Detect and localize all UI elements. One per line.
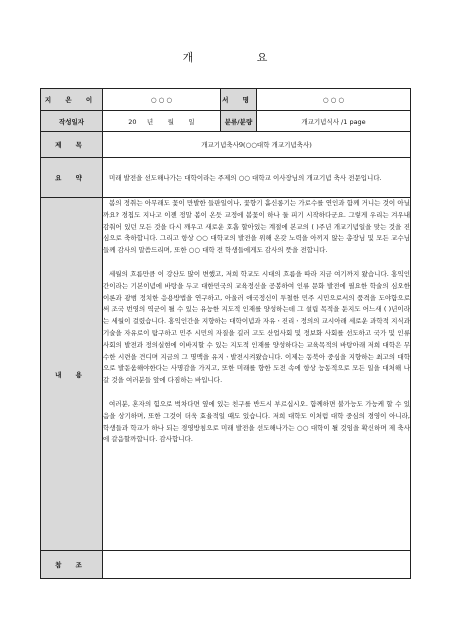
author-row bbox=[41, 89, 411, 111]
date-year-unit: 년 bbox=[146, 117, 154, 126]
category-label: 분류/분량 bbox=[221, 111, 257, 132]
summary-form-table bbox=[40, 88, 411, 579]
date-month-unit: 월 bbox=[167, 117, 174, 126]
content-body bbox=[103, 198, 411, 551]
date-year: 20 bbox=[128, 117, 137, 126]
summary-label: 요 약 bbox=[41, 158, 103, 198]
content-label: 내 용 bbox=[41, 198, 103, 551]
content-paragraph-3: 여러분, 혼자의 힘으로 벅차다면 옆에 있는 친구를 반드시 부르십시오. 함께하면 불가능도 가능케 할 수 있음을 상기하며, 또한 그것이 더욱 효율적일 때도 있습니다. 저희 대학도 이처럼 대학 중심의 경영이 아니라, 학생들과 학교가 하나 되는 경영방침으로 미래 발전을 선도해나가는 ○○ 대학이 될 것임을 확신하며 제 축사에 갈음할까합니다. 감사합니다. bbox=[103, 399, 410, 444]
reference-value bbox=[103, 551, 411, 579]
author-label: 지 은 이 bbox=[41, 89, 103, 111]
content-row bbox=[41, 198, 411, 551]
summary-row bbox=[41, 158, 411, 198]
subject-label: 제 목 bbox=[41, 132, 103, 158]
signature-label: 서 명 bbox=[221, 89, 257, 111]
content-paragraph-1: 봄의 정취는 아무래도 꽃이 만발한 들판일이나, 꽃향기 흩신롱기는 가로수를 연인과 함께 거니는 것이 아닐까요? 경칩도 지나고 이젠 정말 봄이 온듯 교정에 봄꽃이 하나 둘 피기 시작하다군요. 그렇게 우리는 겨우내 감춰어 있던 모든 것을 다시 깨우고 새로운 호흡 할아있는 계절에 본교의 ( )주년 개교기념일을 맞는 것을 진심으로 축하합니다. 그리고 항상 ○○ 대학교의 발전을 위해 온갖 노력을 아끼지 않는 총장님 및 모든 교수님들께 감사의 말씀드리며, 또한 ○○ 대학 전 학생들에게도 감사의 뜻을 전합니다. bbox=[103, 199, 410, 255]
content-paragraph-2: 세월의 흐름만큼 이 강산도 많이 변했고, 저희 학교도 시대의 흐름을 따라 지금 여기까지 왔습니다. 홍익인간이라는 기본이념에 바탕을 두고 대한민국의 교육정신을 공봉하여 인류 문화 발전에 필요한 학술의 심오한 이론과 광범 정치한 응용방법을 연구하고, 아울러 애국정신이 투철한 민주 시민으로서의 품격을 도야함으로써 조국 번영의 역군이 될 수 있는 유능한 지도적 인재를 양성하는데 그 설립 목적을 둔지도 어느새 ( )년이라는 세월이 걸렸습니다. 홍익인간을 지향하는 대학이념과 자유ㆍ진리ㆍ정의의 교시아래 세로운 과학적 지식과 기술을 자유로이 탐구하고 민주 시민의 자질을 길러 고도 산업사회 및 정보화 사회를 선도하고 국가 및 인류사회의 발전과 정의실현에 이바지할 수 있는 지도적 인재를 양성하다는 교육목적의 바탕아래 저희 대학은 무수한 시련을 견디며 지금의 그 명맥을 유지ㆍ발전시켜왔습니다. 이제는 동북아 중심을 지향하는 최고의 대학으로 발돋움해야한다는 사명감을 가지고, 또한 미래를 향한 도전 속에 항상 능동적으로 모든 일을 대처해 나갈 것을 여러분들 앞에 다짐하는 바입니다. bbox=[103, 269, 410, 385]
reference-row bbox=[41, 551, 411, 579]
summary-value: 미래 발전을 선도해나가는 대학이라는 주제의 ○○ 대학교 이사장님의 개교기념 축사 전문입니다. bbox=[103, 158, 411, 198]
date-value bbox=[103, 111, 221, 132]
author-value: ○ ○ ○ bbox=[103, 89, 221, 111]
subject-row bbox=[41, 132, 411, 158]
category-value: 개교기념식사 /1 page bbox=[257, 111, 411, 132]
date-day-unit: 일 bbox=[188, 117, 195, 126]
signature-value: ○ ○ ○ bbox=[257, 89, 411, 111]
subject-value: 개교기념축사9(○○대학 개교기념축사) bbox=[103, 132, 411, 158]
page-title: 개 요 bbox=[182, 51, 298, 64]
reference-label: 참 조 bbox=[41, 551, 103, 579]
date-label: 작성일자 bbox=[41, 111, 103, 132]
date-row bbox=[41, 111, 411, 132]
